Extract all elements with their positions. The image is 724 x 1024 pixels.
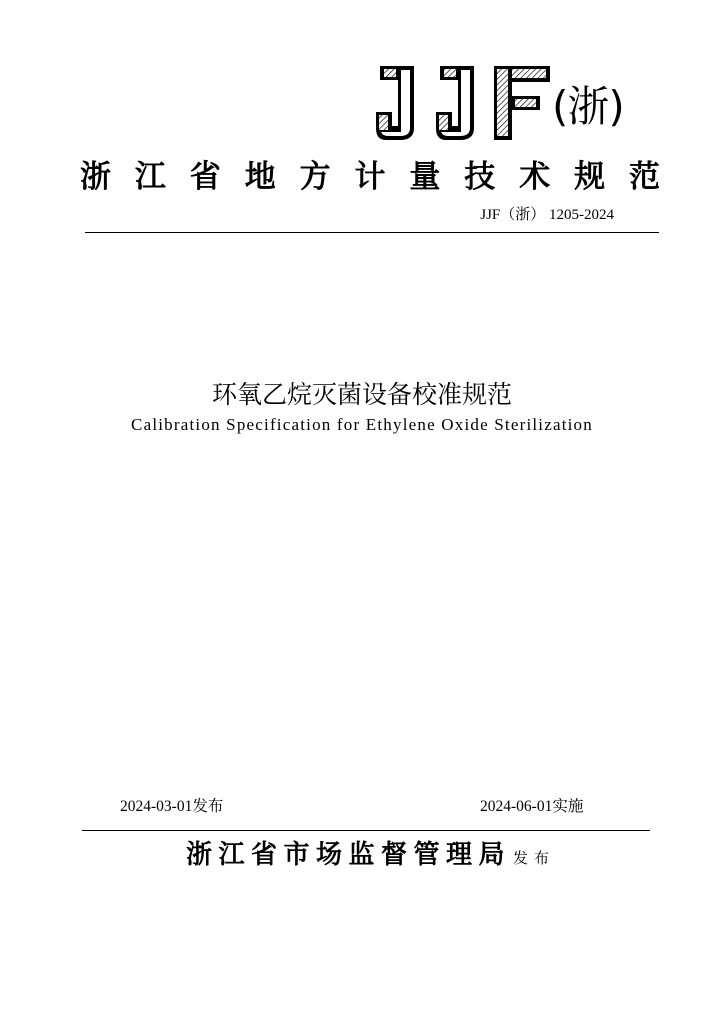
issuer-line bbox=[186, 836, 555, 874]
document-number: JJF（浙） 1205-2024 bbox=[480, 207, 614, 223]
implementation-date: 2024-06-01实施 bbox=[480, 798, 584, 815]
top-divider bbox=[85, 232, 659, 233]
issue-date: 2024-03-01发布 bbox=[120, 798, 224, 815]
jjf-logo bbox=[374, 66, 554, 142]
series-title: 浙江省地方计量技术规范 bbox=[80, 159, 660, 195]
issue-action: 发布 bbox=[513, 849, 556, 867]
bottom-divider bbox=[82, 830, 650, 831]
issuer-name: 浙江省市场监督管理局 bbox=[186, 840, 512, 870]
title-english: Calibration Specification for Ethylene Oxide Sterilization bbox=[131, 415, 593, 434]
title-chinese: 环氧乙烷灭菌设备校准规范 bbox=[211, 380, 512, 409]
logo-province-suffix: (浙) bbox=[552, 82, 624, 131]
